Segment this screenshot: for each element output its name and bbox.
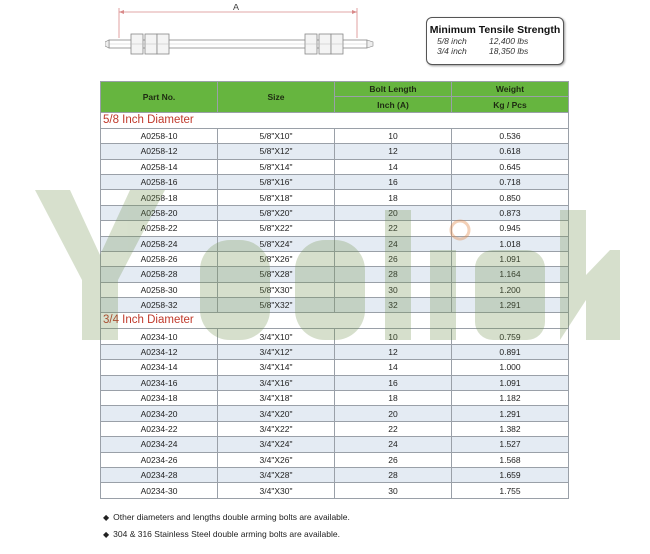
- tensile-size: 5/8 inch: [437, 36, 467, 46]
- cell-size: 3/4"X20": [218, 406, 335, 421]
- table-row: [101, 375, 569, 390]
- section-title: 5/8 Inch Diameter: [101, 112, 569, 128]
- cell-bolt-length: 26: [335, 452, 452, 467]
- cell-size: 5/8"X32": [218, 298, 335, 313]
- table-row: [101, 221, 569, 236]
- header-size: Size: [218, 82, 335, 113]
- cell-weight: 1.182: [452, 391, 569, 406]
- cell-size: 5/8"X12": [218, 144, 335, 159]
- cell-weight: 1.527: [452, 437, 569, 452]
- cell-part-no: A0234-30: [101, 483, 218, 498]
- cell-part-no: A0258-22: [101, 221, 218, 236]
- bolt-diagram: [105, 4, 385, 66]
- table-row: [101, 190, 569, 205]
- cell-bolt-length: 18: [335, 391, 452, 406]
- cell-size: 5/8"X24": [218, 236, 335, 251]
- table-row: [101, 282, 569, 297]
- cell-bolt-length: 30: [335, 282, 452, 297]
- cell-part-no: A0258-24: [101, 236, 218, 251]
- table-row: [101, 251, 569, 266]
- header-bolt-length: Bolt Length: [335, 82, 452, 97]
- header-part-no: Part No.: [101, 82, 218, 113]
- cell-size: 5/8"X10": [218, 128, 335, 143]
- cell-size: 5/8"X22": [218, 221, 335, 236]
- cell-bolt-length: 20: [335, 205, 452, 220]
- cell-part-no: A0234-12: [101, 344, 218, 359]
- cell-part-no: A0258-16: [101, 174, 218, 189]
- table-row: [101, 437, 569, 452]
- note-text: 304 & 316 Stainless Steel double arming bolts are available.: [113, 529, 340, 539]
- cell-bolt-length: 22: [335, 421, 452, 436]
- cell-bolt-length: 16: [335, 174, 452, 189]
- cell-size: 3/4"X30": [218, 483, 335, 498]
- cell-weight: 0.873: [452, 205, 569, 220]
- cell-size: 3/4"X16": [218, 375, 335, 390]
- table-row: [101, 236, 569, 251]
- cell-weight: 1.659: [452, 467, 569, 482]
- table-row: [101, 483, 569, 498]
- diamond-bullet-icon: ◆: [103, 513, 110, 522]
- table-row: [101, 391, 569, 406]
- cell-bolt-length: 28: [335, 267, 452, 282]
- cell-weight: 1.568: [452, 452, 569, 467]
- cell-weight: 0.945: [452, 221, 569, 236]
- cell-bolt-length: 18: [335, 190, 452, 205]
- cell-weight: 1.000: [452, 360, 569, 375]
- cell-bolt-length: 32: [335, 298, 452, 313]
- cell-weight: 0.536: [452, 128, 569, 143]
- cell-part-no: A0234-24: [101, 437, 218, 452]
- spec-table: [100, 81, 569, 499]
- table-row: [101, 329, 569, 344]
- cell-weight: 0.718: [452, 174, 569, 189]
- header-weight: Weight: [452, 82, 569, 97]
- spec-table-body: [101, 112, 569, 498]
- cell-weight: 1.018: [452, 236, 569, 251]
- cell-part-no: A0258-28: [101, 267, 218, 282]
- cell-part-no: A0258-12: [101, 144, 218, 159]
- table-row: [101, 128, 569, 143]
- cell-bolt-length: 14: [335, 360, 452, 375]
- cell-part-no: A0258-10: [101, 128, 218, 143]
- cell-weight: 0.759: [452, 329, 569, 344]
- tensile-strength-box: [426, 17, 564, 65]
- cell-weight: 1.200: [452, 282, 569, 297]
- cell-part-no: A0234-28: [101, 467, 218, 482]
- note-item: [103, 511, 350, 528]
- cell-weight: 1.091: [452, 251, 569, 266]
- table-row: [101, 174, 569, 189]
- tensile-value: 12,400 lbs: [489, 36, 529, 46]
- cell-bolt-length: 16: [335, 375, 452, 390]
- table-row: [101, 360, 569, 375]
- cell-part-no: A0258-14: [101, 159, 218, 174]
- cell-bolt-length: 30: [335, 483, 452, 498]
- table-row: [101, 467, 569, 482]
- cell-part-no: A0258-18: [101, 190, 218, 205]
- tensile-row: [427, 36, 563, 46]
- cell-size: 3/4"X14": [218, 360, 335, 375]
- table-row: [101, 344, 569, 359]
- table-row: [101, 406, 569, 421]
- cell-size: 3/4"X26": [218, 452, 335, 467]
- tensile-size: 3/4 inch: [437, 46, 467, 56]
- cell-size: 3/4"X28": [218, 467, 335, 482]
- cell-size: 3/4"X22": [218, 421, 335, 436]
- cell-weight: 1.755: [452, 483, 569, 498]
- tensile-value: 18,350 lbs: [489, 46, 529, 56]
- dimension-label: A: [232, 4, 240, 12]
- cell-bolt-length: 10: [335, 128, 452, 143]
- cell-bolt-length: 12: [335, 144, 452, 159]
- cell-bolt-length: 24: [335, 437, 452, 452]
- cell-size: 5/8"X28": [218, 267, 335, 282]
- cell-weight: 0.850: [452, 190, 569, 205]
- header-bolt-length-unit: Inch (A): [335, 97, 452, 112]
- cell-size: 5/8"X18": [218, 190, 335, 205]
- cell-weight: 0.645: [452, 159, 569, 174]
- cell-weight: 1.291: [452, 406, 569, 421]
- cell-bolt-length: 14: [335, 159, 452, 174]
- cell-weight: 1.382: [452, 421, 569, 436]
- cell-part-no: A0258-26: [101, 251, 218, 266]
- section-header-row: [101, 313, 569, 329]
- cell-size: 5/8"X20": [218, 205, 335, 220]
- cell-bolt-length: 26: [335, 251, 452, 266]
- table-row: [101, 452, 569, 467]
- table-row: [101, 267, 569, 282]
- cell-part-no: A0258-32: [101, 298, 218, 313]
- cell-part-no: A0234-18: [101, 391, 218, 406]
- cell-bolt-length: 20: [335, 406, 452, 421]
- note-item: [103, 528, 350, 545]
- cell-part-no: A0234-20: [101, 406, 218, 421]
- cell-part-no: A0234-16: [101, 375, 218, 390]
- table-row: [101, 298, 569, 313]
- cell-weight: 1.291: [452, 298, 569, 313]
- cell-part-no: A0258-30: [101, 282, 218, 297]
- table-row: [101, 159, 569, 174]
- note-text: Other diameters and lengths double arming bolts are available.: [113, 512, 350, 522]
- cell-bolt-length: 10: [335, 329, 452, 344]
- cell-bolt-length: 22: [335, 221, 452, 236]
- tensile-row: [427, 46, 563, 56]
- cell-part-no: A0234-10: [101, 329, 218, 344]
- notes: [103, 511, 350, 545]
- cell-weight: 0.618: [452, 144, 569, 159]
- cell-size: 5/8"X30": [218, 282, 335, 297]
- section-header-row: [101, 112, 569, 128]
- table-row: [101, 144, 569, 159]
- cell-size: 3/4"X18": [218, 391, 335, 406]
- cell-weight: 1.164: [452, 267, 569, 282]
- cell-part-no: A0234-22: [101, 421, 218, 436]
- cell-size: 3/4"X12": [218, 344, 335, 359]
- cell-size: 3/4"X24": [218, 437, 335, 452]
- cell-part-no: A0234-14: [101, 360, 218, 375]
- cell-bolt-length: 12: [335, 344, 452, 359]
- cell-part-no: A0234-26: [101, 452, 218, 467]
- cell-size: 5/8"X26": [218, 251, 335, 266]
- cell-size: 5/8"X14": [218, 159, 335, 174]
- table-row: [101, 205, 569, 220]
- diamond-bullet-icon: ◆: [103, 530, 110, 539]
- cell-weight: 0.891: [452, 344, 569, 359]
- tensile-title: Minimum Tensile Strength: [429, 24, 561, 36]
- section-title: 3/4 Inch Diameter: [101, 313, 569, 329]
- cell-size: 3/4"X10": [218, 329, 335, 344]
- cell-part-no: A0258-20: [101, 205, 218, 220]
- header-weight-unit: Kg / Pcs: [452, 97, 569, 112]
- cell-bolt-length: 24: [335, 236, 452, 251]
- cell-weight: 1.091: [452, 375, 569, 390]
- table-row: [101, 421, 569, 436]
- cell-bolt-length: 28: [335, 467, 452, 482]
- cell-size: 5/8"X16": [218, 174, 335, 189]
